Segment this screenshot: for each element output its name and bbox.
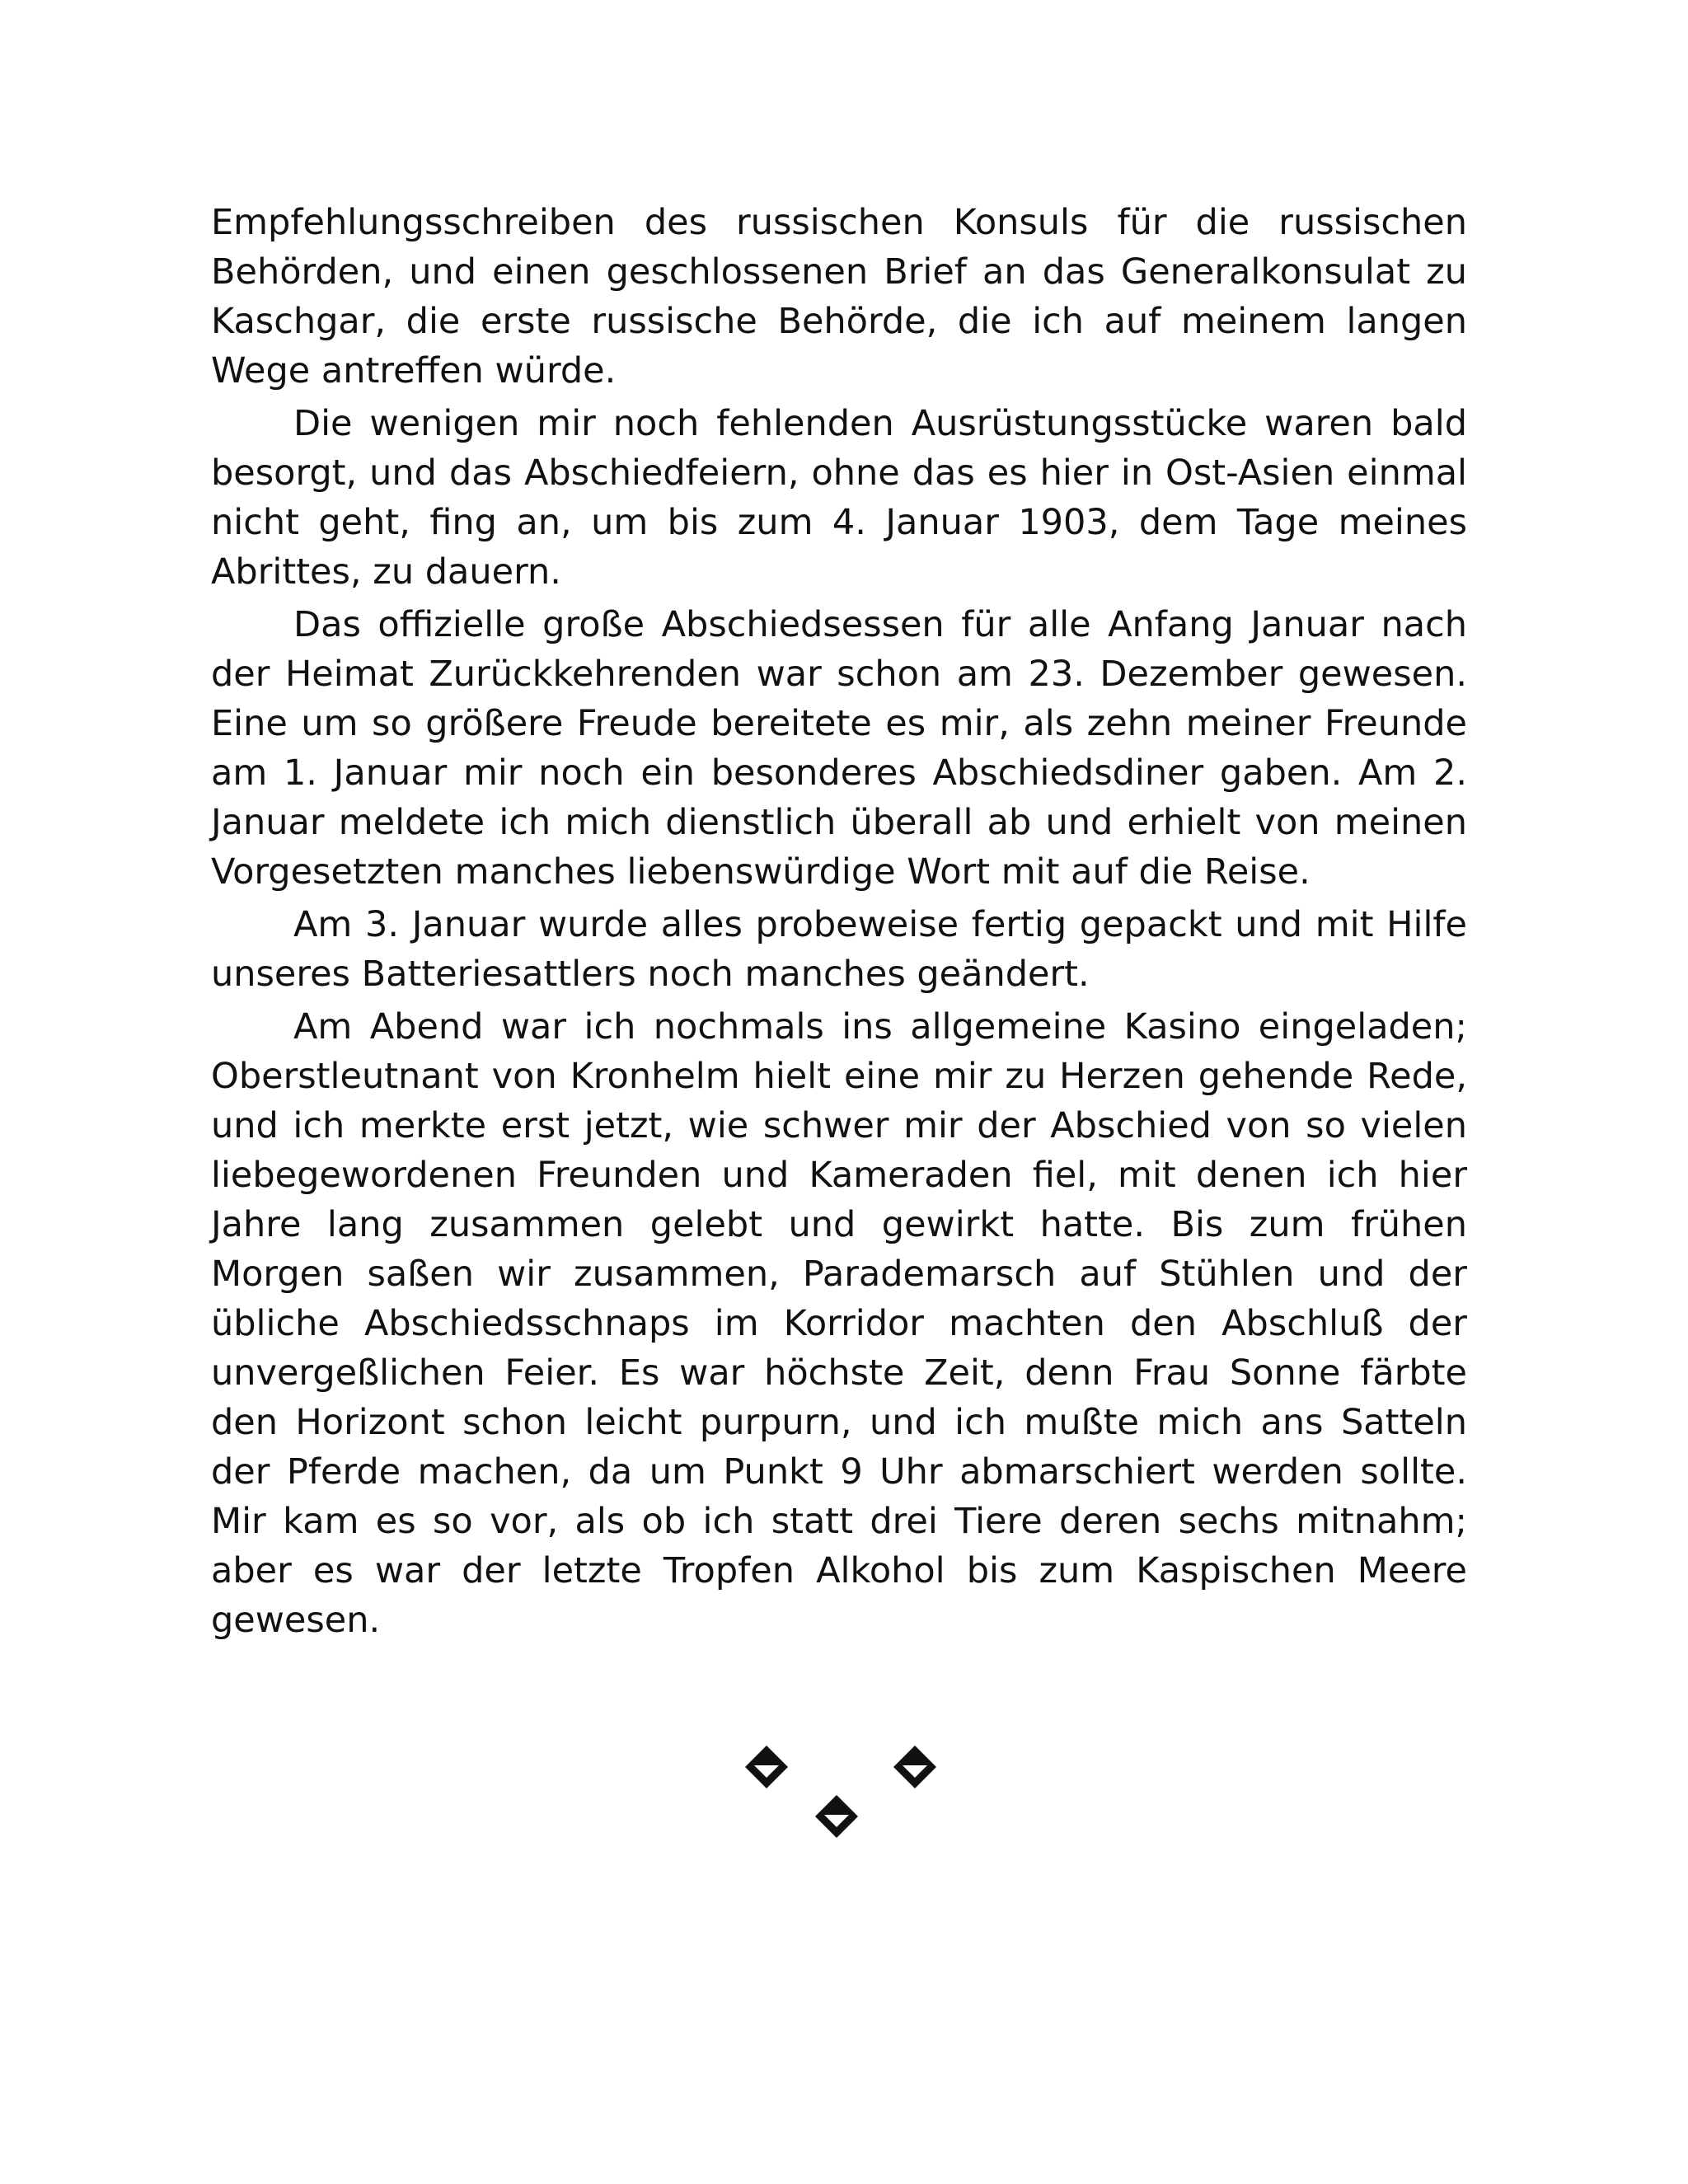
- diamond-left-icon: [745, 1746, 788, 1788]
- paragraph-5: Am Abend war ich nochmals ins allgemeine Kasino eingeladen; Oberstleutnant von Kronhelm hielt eine mir zu Herzen gehende Rede, und ich merkte erst jetzt, wie schwer mir der Abschied von so vielen liebegewordenen Freunden und Kameraden fiel, mit denen ich hier Jahre lang zusammen gelebt und gewirkt hatte. Bis zum frühen Morgen saßen wir zusammen, Parademarsch auf Stühlen und der übliche Abschiedsschnaps im Korridor machten den Abschluß der unvergeßlichen Feier. Es war höchste Zeit, denn Frau Sonne färbte den Horizont schon leicht purpurn, und ich mußte mich ans Satteln der Pferde machen, da um Punkt 9 Uhr abmarschiert werden sollte. Mir kam es so vor, als ob ich statt drei Tiere deren sechs mitnahm; aber es war der letzte Tropfen Alkohol bis zum Kaspischen Meere gewesen.: [211, 1006, 1467, 1641]
- paragraph-2: Die wenigen mir noch fehlenden Ausrüstungsstücke waren bald besorgt, und das Abschiedfeiern, ohne das es hier in Ost-Asien einmal nicht geht, fing an, um bis zum 4. Januar 1903, dem Tage meines Abrittes, zu dauern.: [211, 403, 1467, 593]
- paragraph-1: Empfehlungsschreiben des russischen Konsuls für die russischen Behörden, und einen geschlossenen Brief an das Generalkonsulat zu Kaschgar, die erste russische Behörde, die ich auf meinem langen Wege antreffen würde.: [211, 202, 1467, 391]
- paragraph-3: Das offizielle große Abschiedsessen für alle Anfang Januar nach der Heimat Zurückkehrenden war schon am 23. Dezember gewesen. Eine um so größere Freude bereitete es mir, als zehn meiner Freunde am 1. Januar mir noch ein besonderes Abschiedsdiner gaben. Am 2. Januar meldete ich mich dienstlich überall ab und erhielt von meinen Vorgesetzten manches liebenswürdige Wort mit auf die Reise.: [211, 604, 1467, 893]
- diamond-right-icon: [893, 1746, 936, 1788]
- body-text: [211, 198, 1467, 1648]
- diamond-center-icon: [815, 1795, 858, 1838]
- paragraph-4: Am 3. Januar wurde alles probeweise fertig gepackt und mit Hilfe unseres Batteriesattlers noch manches geändert.: [211, 904, 1467, 995]
- three-diamonds-ornament-icon: [734, 1739, 948, 1846]
